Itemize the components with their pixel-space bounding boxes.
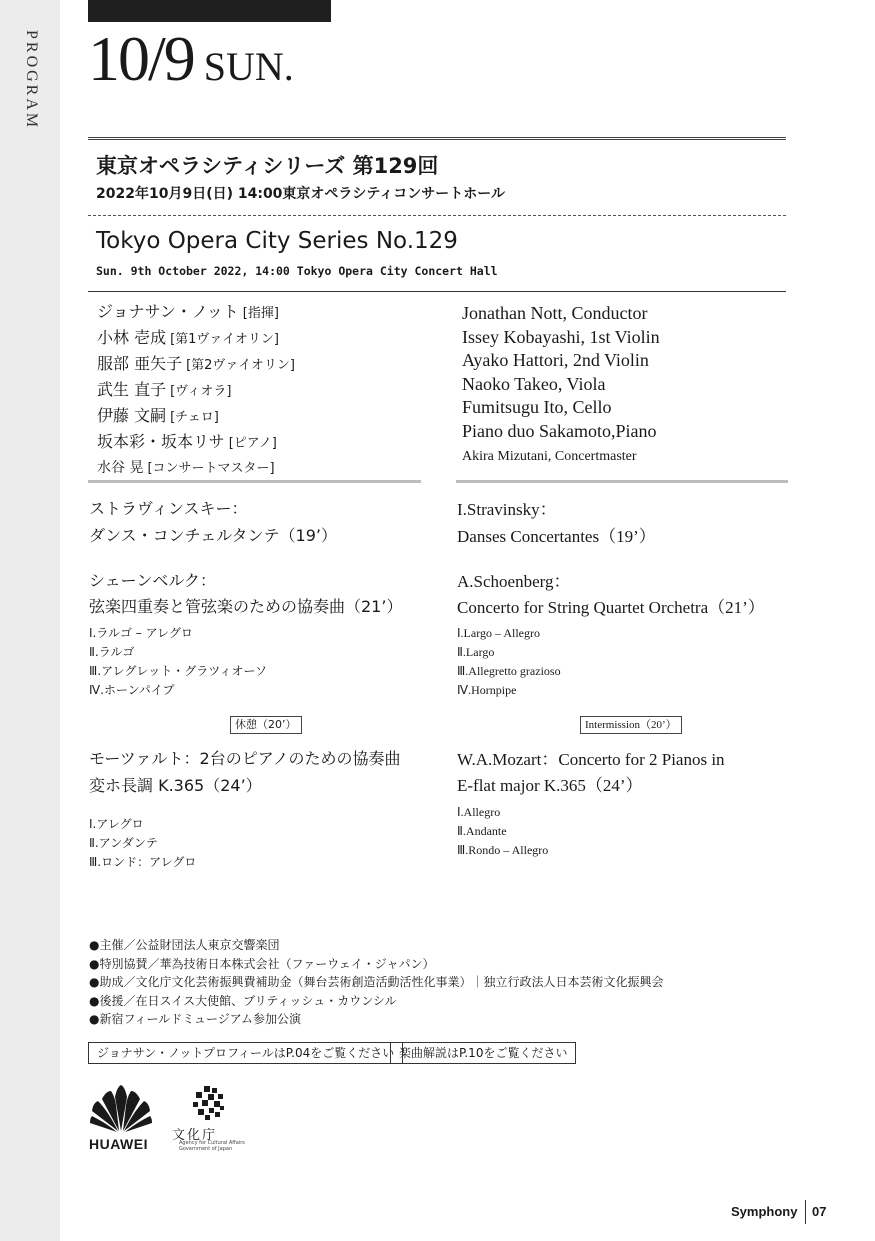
movement-en: Ⅲ.Allegretto grazioso xyxy=(457,664,561,678)
movement-en: Ⅲ.Rondo – Allegro xyxy=(457,843,549,857)
movement-en: Ⅱ.Largo xyxy=(457,645,495,659)
stravinsky-composer-jp: ストラヴィンスキー： xyxy=(89,499,248,518)
performer-en: Jonathan Nott, Conductor xyxy=(462,303,648,323)
movement-en: Ⅰ.Largo – Allegro xyxy=(457,626,540,640)
huawei-logo-icon xyxy=(88,1083,154,1133)
performers-en xyxy=(462,302,660,471)
mozart-line2-en: E-flat major K.365（24’） xyxy=(457,776,643,795)
movement-en: Ⅱ.Andante xyxy=(457,824,507,838)
grey-rule-left xyxy=(88,480,421,483)
profile-reference-box: ジョナサン・ノットプロフィールはP.04をご覧ください xyxy=(88,1042,403,1064)
performer-jp: ジョナサン・ノット [指揮] xyxy=(97,302,279,321)
movement-jp: Ⅰ.ラルゴ – アレグロ xyxy=(89,626,193,640)
performer-jp: 坂本彩・坂本リサ [ピアノ] xyxy=(97,432,277,451)
credit-line: ●新宿フィールドミュージアム参加公演 xyxy=(89,1012,301,1026)
performer-jp: 伊藤 文嗣 [チェロ] xyxy=(97,406,219,425)
mozart-line1-en: W.A.Mozart：Concerto for 2 Pianos in xyxy=(457,750,725,769)
stravinsky-composer-en: I.Stravinsky： xyxy=(457,500,557,519)
intermission-badge-jp: 休憩（20’） xyxy=(230,716,302,734)
credits-notes xyxy=(89,936,663,1029)
performer-jp: 水谷 晃 [コンサートマスター] xyxy=(97,460,275,476)
schoenberg-composer-en: A.Schoenberg： xyxy=(457,572,571,591)
performer-en: Akira Mizutani, Concertmaster xyxy=(462,449,637,464)
movement-jp: Ⅲ.アレグレット・グラツィオーソ xyxy=(89,664,268,678)
schoenberg-movements-en xyxy=(457,624,561,700)
performer-en: Naoko Takeo, Viola xyxy=(462,373,606,394)
mozart-line1-jp: モーツァルト：2台のピアノのための協奏曲 xyxy=(89,749,401,768)
huawei-wordmark: HUAWEI xyxy=(89,1136,148,1152)
schoenberg-composer-jp: シェーンベルク： xyxy=(89,571,217,590)
concert-date xyxy=(88,24,294,102)
performer-en: Issey Kobayashi, 1st Violin xyxy=(462,326,660,347)
footer-label: Symphony xyxy=(731,1204,798,1219)
schoenberg-movements-jp xyxy=(89,624,267,700)
performer-en: Piano duo Sakamoto,Piano xyxy=(462,420,657,441)
bunka-wordmark: 文化庁 xyxy=(172,1127,218,1142)
movement-jp: Ⅲ.ロンド：アレグロ xyxy=(89,855,197,869)
mozart-movements-en xyxy=(457,803,548,860)
double-rule xyxy=(88,137,786,140)
date-weekday: SUN. xyxy=(203,44,294,89)
jp-series-datetime: 2022年10月9日(日) 14:00東京オペラシティコンサートホール xyxy=(96,186,506,202)
jp-series-title: 東京オペラシティシリーズ 第129回 xyxy=(96,154,439,178)
credit-line: ●後援／在日スイス大使館、ブリティッシュ・カウンシル xyxy=(89,993,397,1008)
movement-jp: Ⅳ.ホーンパイプ xyxy=(89,683,175,697)
movement-jp: Ⅰ.アレグロ xyxy=(89,817,144,831)
en-series-datetime: Sun. 9th October 2022, 14:00 Tokyo Opera City Concert Hall xyxy=(96,264,498,278)
section-label: PROGRAM xyxy=(23,30,40,131)
mozart-movements-jp xyxy=(89,815,196,872)
stravinsky-work-jp: ダンス・コンチェルタンテ（19’） xyxy=(89,526,338,545)
footer-separator xyxy=(805,1200,806,1224)
intermission-badge-en: Intermission（20’） xyxy=(580,716,682,734)
performer-en: Fumitsugu Ito, Cello xyxy=(462,397,612,417)
movement-jp: Ⅱ.ラルゴ xyxy=(89,645,135,659)
performer-en: Ayako Hattori, 2nd Violin xyxy=(462,350,649,370)
performer-jp: 武生 直子 [ヴィオラ] xyxy=(97,380,232,399)
divider-rule xyxy=(88,291,786,292)
en-series-title: Tokyo Opera City Series No.129 xyxy=(96,228,458,254)
movement-en: Ⅳ.Hornpipe xyxy=(457,683,517,697)
schoenberg-work-en: Concerto for String Quartet Orchetra（21’） xyxy=(457,598,765,617)
mozart-line2-jp: 変ホ長調 K.365（24’） xyxy=(89,776,262,795)
stravinsky-work-en: Danses Concertantes（19’） xyxy=(457,527,656,546)
performer-jp: 服部 亜矢子 [第2ヴァイオリン] xyxy=(97,354,295,373)
movement-jp: Ⅱ.アンダンテ xyxy=(89,836,158,850)
side-bar xyxy=(0,0,60,1241)
grey-rule-right xyxy=(456,480,788,483)
performer-jp: 小林 壱成 [第1ヴァイオリン] xyxy=(97,328,279,347)
page-number: 07 xyxy=(812,1204,827,1219)
performers-jp xyxy=(97,300,295,481)
notes-reference-box: 楽曲解説はP.10をご覧ください xyxy=(390,1042,576,1064)
credit-line: ●主催／公益財団法人東京交響楽団 xyxy=(89,938,280,952)
bunka-logo-icon xyxy=(190,1084,230,1122)
credit-line: ●特別協賛／華為技術日本株式会社（ファーウェイ・ジャパン） xyxy=(89,956,435,971)
movement-en: Ⅰ.Allegro xyxy=(457,805,501,819)
dashed-divider xyxy=(88,215,786,216)
date-day: 10/9 xyxy=(88,23,194,94)
bunka-caption: Agency for Cultural Affairs Government of Japan xyxy=(179,1140,245,1152)
schoenberg-work-jp: 弦楽四重奏と管弦楽のための協奏曲（21’） xyxy=(89,597,403,616)
credit-line: ●助成／文化庁文化芸術振興費補助金（舞台芸術創造活動活性化事業）｜独立行政法人日本芸術文化振興会 xyxy=(89,975,664,989)
header-bar xyxy=(88,0,331,22)
